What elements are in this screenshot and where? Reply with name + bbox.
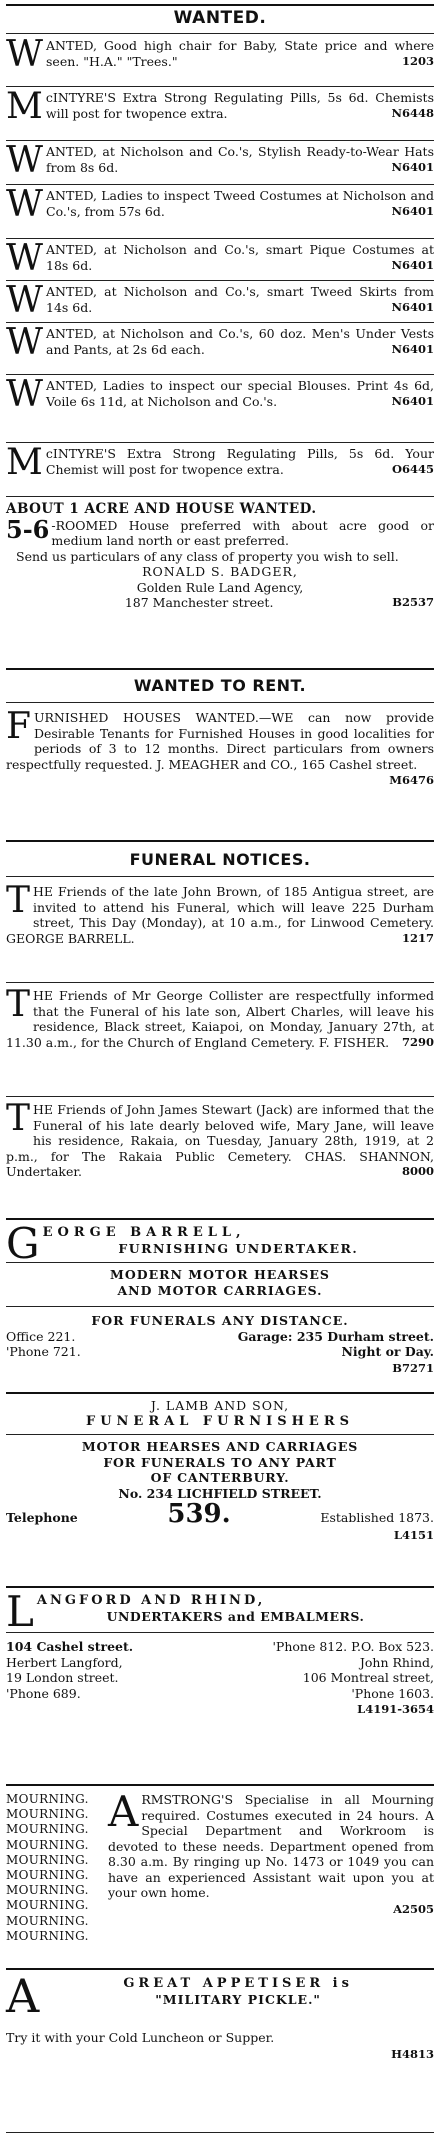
ad-ref: 1217 [401, 930, 434, 945]
rent-ad [6, 706, 434, 789]
langford-ad [6, 1587, 434, 1718]
funeral-notice [6, 1098, 434, 1180]
ad-text: ANTED, at Nicholson and Co.'s, smart Pique Costumes at 18s 6d. [46, 242, 434, 273]
drop-cap: G [6, 1219, 40, 1268]
divider [6, 238, 434, 239]
lamb-est: Established 1873. [320, 1510, 434, 1525]
ad-ref: N6401 [391, 299, 434, 314]
drop-cap: T [6, 880, 31, 921]
ad-ref: B2537 [392, 595, 434, 609]
ad-ref: N6401 [391, 257, 434, 272]
ad-text: ANTED, Ladies to inspect our special Blouses. Print 4s 6d, Voile 6s 11d, at Nicholson and Co.'s. [46, 378, 434, 409]
barrell-line2: AND MOTOR CARRIAGES. [117, 1282, 323, 1298]
top-rule [6, 4, 434, 6]
drop-cap: W [6, 280, 44, 321]
barrell-title: EORGE BARRELL, [42, 1225, 246, 1240]
drop-cap: T [6, 1098, 31, 1139]
armstrong-body [108, 1787, 434, 1917]
ad-ref: B7271 [392, 1360, 434, 1375]
ad-ref: 7290 [401, 1034, 434, 1049]
wanted-ad [6, 280, 434, 321]
divider [6, 1632, 434, 1633]
lamb-line1: MOTOR HEARSES AND CARRIAGES [81, 1439, 359, 1454]
section-rule [6, 1968, 434, 1970]
drop-cap: W [6, 374, 44, 415]
divider [6, 1262, 434, 1263]
divider [6, 322, 434, 323]
mourning-line: MOURNING. [6, 1913, 89, 1928]
acre-name: RONALD S. BADGER, [142, 564, 298, 579]
drop-cap: W [6, 140, 44, 181]
divider [6, 86, 434, 87]
barrell-line1: MODERN MOTOR HEARSES [110, 1267, 330, 1282]
divider [6, 982, 434, 983]
drop-cap: W [6, 322, 44, 363]
barrell-line3: FOR FUNERALS ANY DISTANCE. [91, 1313, 349, 1328]
mourning-line: MOURNING. [6, 1807, 89, 1822]
divider [6, 33, 434, 34]
wanted-ad [6, 34, 434, 75]
drop-cap: W [6, 34, 44, 75]
section-rule [6, 668, 434, 670]
langford-subtitle: UNDERTAKERS and EMBALMERS. [106, 1608, 365, 1624]
divider [6, 1434, 434, 1435]
funeral-notice [6, 880, 434, 946]
section-rule [6, 1586, 434, 1588]
ad-ref: L4191-3654 [357, 1702, 434, 1716]
langford-left4: 'Phone 689. [6, 1685, 81, 1701]
divider [6, 876, 434, 877]
divider [6, 496, 434, 497]
ad-text: cINTYRE'S Extra Strong Regulating Pills, 5s 6d. Chemists will post for twopence extra. [45, 90, 434, 121]
acre-ad [6, 502, 434, 611]
notice-text: HE Friends of John James Stewart (Jack) are informed that the Funeral of his late dearly beloved wife, Mary Jane, will leave his residence, Rakaia, on Tuesday, January 28th, 1919, at 2 p.m., for The Rakaia Public Cemetery. CHAS. SHANNON, Undertaker. [6, 1102, 434, 1179]
barrell-office: Office 221. [6, 1328, 76, 1344]
ad-text: ANTED, at Nicholson and Co.'s, Stylish Ready-to-Wear Hats from 8s 6d. [46, 144, 434, 175]
ad-text: ANTED, at Nicholson and Co.'s, 60 doz. Men's Under Vests and Pants, at 2s 6d each. [46, 326, 434, 357]
ad-ref: 1203 [401, 53, 434, 68]
pickle-text: Try it with your Cold Luncheon or Supper. [6, 2030, 275, 2045]
acre-title: ABOUT 1 ACRE AND HOUSE WANTED. [6, 501, 317, 517]
lamb-ad [6, 1398, 434, 1544]
langford-right4: 'Phone 1603. [351, 1685, 434, 1701]
ad-ref: N6401 [391, 159, 434, 174]
langford-right1: 'Phone 812. P.O. Box 523. [272, 1639, 434, 1654]
ad-text: ANTED, Good high chair for Baby, State price and where seen. "H.A." "Trees." [46, 38, 434, 69]
acre-agency: Golden Rule Land Agency, [136, 579, 304, 595]
barrell-ad [6, 1219, 434, 1376]
wanted-ad [6, 238, 434, 279]
wanted-ad [6, 86, 434, 127]
divider [6, 140, 434, 141]
acre-address: 187 Manchester street. [124, 595, 274, 610]
drop-cap: A [6, 1969, 40, 2023]
barrell-garage: Garage: 235 Durham street. [237, 1328, 434, 1344]
lamb-subtitle: FUNERAL FURNISHERS [85, 1413, 355, 1429]
mourning-list [6, 1792, 106, 1944]
lamb-title: J. LAMB AND SON, [150, 1398, 290, 1413]
ad-ref: N6401 [391, 203, 434, 218]
armstrong-text: RMSTRONG'S Specialise in all Mourning required. Costumes executed in 24 hours. A Special Department and Workroom is devoted to these needs. Department opened from 8.30 a.m. By ringing up No. 1473 or 1049 you can have an experienced Assistant wait upon you at your own home. [108, 1792, 434, 1900]
lamb-line3: OF CANTERBURY. [150, 1470, 290, 1485]
newspaper-column [6, 0, 434, 2148]
barrell-phone: 'Phone 721. [6, 1344, 81, 1359]
lamb-tel: 539. [167, 1499, 231, 1529]
ad-text: ANTED, at Nicholson and Co.'s, smart Tweed Skirts from 14s 6d. [46, 284, 434, 315]
funeral-notice [6, 984, 434, 1050]
mourning-line: MOURNING. [6, 1792, 89, 1806]
langford-left1: 104 Cashel street. [6, 1639, 134, 1654]
drop-cap: M [6, 86, 43, 127]
drop-cap: W [6, 238, 44, 279]
divider [6, 702, 434, 703]
divider [6, 374, 434, 375]
acre-body: -ROOMED House preferred with about acre good or medium land north or east preferred. [51, 517, 434, 548]
wanted-ad [6, 374, 434, 415]
to-rent-heading: WANTED TO RENT. [133, 676, 307, 695]
acre-send: Send us particulars of any class of property you wish to sell. [16, 548, 399, 564]
armstrong-ad [6, 1787, 434, 1944]
ad-ref: 8000 [401, 1164, 434, 1178]
bottom-rule [6, 2132, 434, 2133]
mourning-line: MOURNING. [6, 1822, 89, 1837]
wanted-ad [6, 442, 434, 483]
pickle-subtitle: "MILITARY PICKLE." [155, 1991, 321, 2007]
section-rule [6, 1784, 434, 1786]
barrell-subtitle: FURNISHING UNDERTAKER. [118, 1240, 359, 1256]
notice-text: HE Friends of the late John Brown, of 185 Antigua street, are invited to attend his Funeral, which will leave 225 Durham street, This Day (Monday), at 10 a.m., for Linwood Cemetery. GEORGE BARRELL. [6, 884, 434, 946]
ad-ref: N6401 [391, 341, 434, 356]
drop-cap: T [6, 984, 31, 1025]
ad-ref: L4151 [393, 1528, 434, 1542]
ad-ref: H4813 [391, 2046, 434, 2061]
ad-text: cINTYRE'S Extra Strong Regulating Pills, 5s 6d. Your Chemist will post for twopence extra. [45, 446, 434, 477]
barrell-night: Night or Day. [341, 1344, 434, 1359]
ad-ref: O6445 [391, 461, 434, 476]
mourning-line: MOURNING. [6, 1837, 89, 1852]
acre-lead: 5-6 [6, 514, 50, 544]
langford-left2: Herbert Langford, [6, 1654, 123, 1670]
mourning-line: MOURNING. [6, 1898, 89, 1913]
divider [6, 1306, 434, 1307]
section-rule [6, 1392, 434, 1394]
section-rule [6, 840, 434, 842]
wanted-ad [6, 140, 434, 181]
ad-ref: M6476 [389, 773, 434, 787]
wanted-ad [6, 184, 434, 225]
notice-text: HE Friends of Mr George Collister are respectfully informed that the Funeral of his late son, Albert Charles, will leave his residence, Black street, Kaiapoi, on Monday, January 27th, at 11.30 a.m., for the Church of England Cemetery. F. FISHER. [6, 988, 434, 1050]
divider [6, 184, 434, 185]
drop-cap: F [6, 706, 31, 747]
drop-cap: W [6, 184, 44, 225]
langford-title: ANGFORD AND RHIND, [36, 1593, 266, 1608]
ad-ref: N6448 [391, 105, 434, 120]
mourning-line: MOURNING. [6, 1928, 89, 1943]
lamb-tel-label: Telephone [6, 1510, 78, 1525]
mourning-line: MOURNING. [6, 1852, 89, 1867]
langford-right2: John Rhind, [359, 1654, 434, 1670]
divider [6, 280, 434, 281]
drop-cap: L [6, 1587, 34, 1636]
pickle-title: GREAT APPETISER is [123, 1976, 353, 1991]
mourning-line: MOURNING. [6, 1883, 89, 1898]
ad-text: URNISHED HOUSES WANTED.—WE can now provide Desirable Tenants for Furnished Houses in good localities for periods of 3 to 12 months. Direct particulars from owners respectfully requested. J. MEAGHER and CO., 165 Cashel street. [6, 710, 434, 772]
lamb-address: No. 234 LICHFIELD STREET. [118, 1485, 322, 1501]
divider [6, 442, 434, 443]
section-rule [6, 1218, 434, 1220]
pickle-ad [6, 1969, 434, 2062]
ad-ref: N6401 [391, 393, 434, 408]
ad-text: ANTED, Ladies to inspect Tweed Costumes at Nicholson and Co.'s, from 57s 6d. [46, 188, 434, 219]
wanted-heading: WANTED. [173, 8, 267, 28]
langford-right3: 106 Montreal street, [302, 1670, 434, 1685]
funeral-heading: FUNERAL NOTICES. [129, 850, 311, 869]
lamb-line2: FOR FUNERALS TO ANY PART [103, 1454, 337, 1470]
drop-cap: A [108, 1787, 139, 1836]
drop-cap: M [6, 442, 43, 483]
ad-ref: A2505 [393, 1901, 434, 1916]
wanted-ad [6, 322, 434, 363]
mourning-line: MOURNING. [6, 1868, 89, 1883]
langford-left3: 19 London street. [6, 1670, 119, 1685]
divider [6, 1096, 434, 1097]
